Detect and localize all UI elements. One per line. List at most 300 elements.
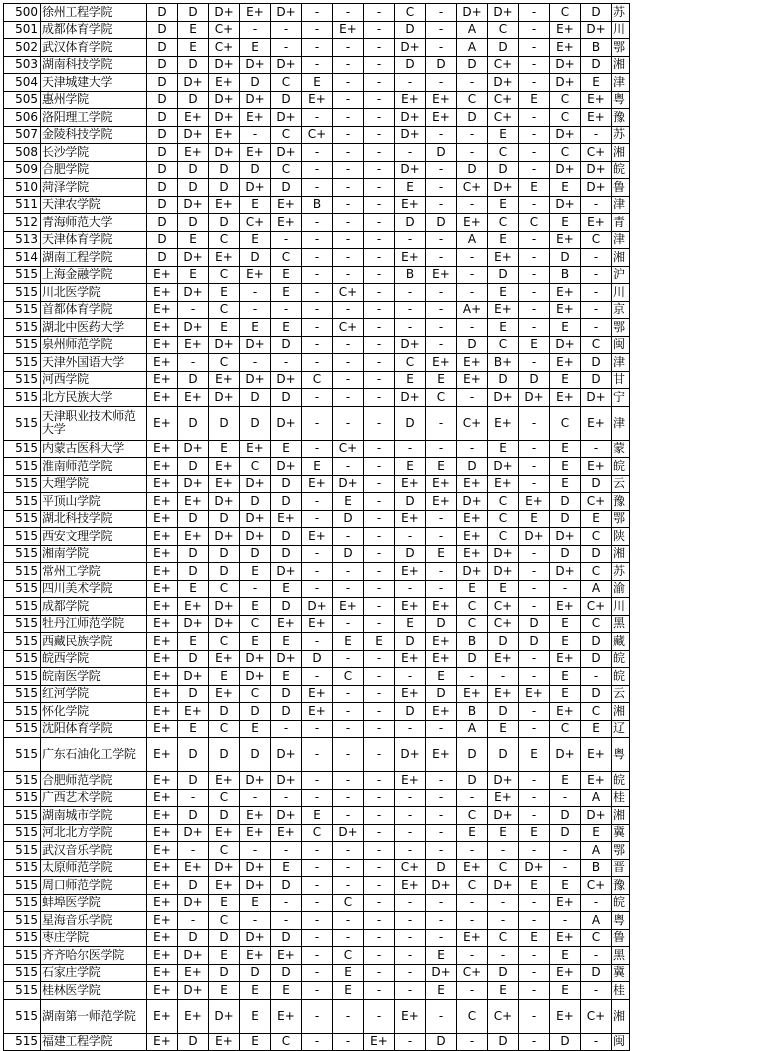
rank-cell: 515 [4, 301, 41, 319]
grade-cell: - [333, 249, 364, 267]
province-cell: 冀 [612, 824, 630, 842]
province-cell: 蒙 [612, 440, 630, 458]
grade-cell: E+ [147, 336, 178, 354]
grade-cell: - [426, 4, 457, 22]
grade-cell: D [395, 406, 426, 440]
grade-cell: D [178, 545, 209, 563]
grade-cell: - [364, 284, 395, 302]
grade-cell: - [581, 126, 612, 144]
grade-cell: E+ [457, 371, 488, 389]
grade-cell: E+ [209, 371, 240, 389]
grade-cell: - [302, 912, 333, 930]
grade-cell: E+ [395, 249, 426, 267]
grade-cell: - [364, 231, 395, 249]
grade-cell: D+ [240, 371, 271, 389]
grade-cell: - [364, 807, 395, 825]
grade-cell: - [333, 738, 364, 772]
table-row [4, 982, 630, 1000]
grade-cell: C [550, 720, 581, 738]
university-name-cell: 内蒙古医科大学 [41, 440, 147, 458]
table-row [4, 144, 630, 162]
province-cell: 黑 [612, 947, 630, 965]
grade-cell: - [395, 964, 426, 982]
grade-cell: D+ [209, 56, 240, 74]
grade-cell: - [271, 789, 302, 807]
grade-cell: - [333, 4, 364, 22]
rank-cell: 515 [4, 580, 41, 598]
university-name-cell: 怀化学院 [41, 703, 147, 721]
grade-cell: E+ [240, 109, 271, 127]
grade-cell: - [519, 284, 550, 302]
grade-cell: E+ [488, 789, 519, 807]
province-cell: 湘 [612, 249, 630, 267]
grade-cell: E [271, 982, 302, 1000]
grade-cell: D [271, 598, 302, 616]
grade-cell: - [333, 842, 364, 860]
rank-cell: 515 [4, 685, 41, 703]
grade-cell: C+ [209, 39, 240, 57]
university-name-cell: 广西艺术学院 [41, 789, 147, 807]
university-name-cell: 太原师范学院 [41, 859, 147, 877]
university-name-cell: 四川美术学院 [41, 580, 147, 598]
grade-cell: - [519, 74, 550, 92]
university-name-cell: 平顶山学院 [41, 493, 147, 511]
grade-cell: - [333, 231, 364, 249]
grade-cell: E+ [147, 406, 178, 440]
grade-cell: E [364, 633, 395, 651]
rank-cell: 515 [4, 493, 41, 511]
grade-cell: C [550, 4, 581, 22]
grade-cell: C [488, 929, 519, 947]
grade-cell: - [426, 912, 457, 930]
grade-cell: C [209, 301, 240, 319]
grade-cell: - [302, 894, 333, 912]
table-row [4, 615, 630, 633]
province-cell: 陕 [612, 528, 630, 546]
grade-cell: D+ [581, 389, 612, 407]
grade-cell: - [364, 266, 395, 284]
grade-cell: E+ [581, 738, 612, 772]
rank-cell: 508 [4, 144, 41, 162]
grade-cell: - [519, 126, 550, 144]
province-cell: 津 [612, 406, 630, 440]
grade-cell: D+ [395, 109, 426, 127]
grade-cell: - [519, 475, 550, 493]
rank-cell: 515 [4, 824, 41, 842]
grade-cell: E [488, 231, 519, 249]
university-name-cell: 周口师范学院 [41, 877, 147, 895]
grade-cell: - [302, 39, 333, 57]
grade-cell: E+ [147, 633, 178, 651]
grade-cell: E+ [147, 580, 178, 598]
rank-cell: 507 [4, 126, 41, 144]
grade-cell: D [457, 109, 488, 127]
grade-cell: D [209, 563, 240, 581]
grade-cell: E+ [364, 1033, 395, 1051]
grade-cell: C [488, 336, 519, 354]
rank-cell: 506 [4, 109, 41, 127]
grade-cell: - [426, 301, 457, 319]
grade-cell: E [271, 319, 302, 337]
grade-cell: - [364, 196, 395, 214]
grade-cell: E+ [147, 772, 178, 790]
grade-cell: D [519, 615, 550, 633]
grade-cell: E+ [302, 703, 333, 721]
rank-cell: 515 [4, 336, 41, 354]
rank-cell: 515 [4, 266, 41, 284]
grade-cell: E [519, 179, 550, 197]
grade-cell: E+ [147, 999, 178, 1033]
grade-cell: - [302, 301, 333, 319]
grade-cell: E+ [209, 877, 240, 895]
grade-cell: E+ [209, 458, 240, 476]
grade-cell: D [395, 493, 426, 511]
grade-cell: E [581, 720, 612, 738]
grade-cell: - [395, 929, 426, 947]
grade-cell: - [364, 999, 395, 1033]
grade-cell: E+ [426, 738, 457, 772]
grade-cell: E+ [147, 720, 178, 738]
province-cell: 湘 [612, 703, 630, 721]
grade-cell: C+ [302, 126, 333, 144]
table-row [4, 807, 630, 825]
grade-cell: C [488, 144, 519, 162]
grade-cell: D+ [271, 406, 302, 440]
grade-cell: D [209, 510, 240, 528]
grade-cell: C+ [333, 440, 364, 458]
grade-cell: C+ [457, 179, 488, 197]
university-name-cell: 枣庄学院 [41, 929, 147, 947]
grade-cell: - [302, 179, 333, 197]
grade-cell: - [364, 545, 395, 563]
grade-cell: D [178, 91, 209, 109]
table-row [4, 720, 630, 738]
grade-cell: C [209, 580, 240, 598]
grade-cell: D [581, 371, 612, 389]
grade-cell: E [457, 824, 488, 842]
university-name-cell: 星海音乐学院 [41, 912, 147, 930]
grade-cell: E+ [147, 668, 178, 686]
grade-cell: D [209, 807, 240, 825]
grade-cell: - [519, 598, 550, 616]
grade-cell: D+ [488, 458, 519, 476]
grade-cell: D [426, 859, 457, 877]
grade-cell: - [302, 720, 333, 738]
grade-cell: D+ [178, 126, 209, 144]
grade-cell: D [550, 249, 581, 267]
grade-cell: E+ [147, 947, 178, 965]
grade-cell: E+ [457, 545, 488, 563]
grade-cell: D+ [271, 772, 302, 790]
grade-cell: E [240, 563, 271, 581]
grade-cell: D+ [178, 440, 209, 458]
grade-cell: E+ [395, 650, 426, 668]
grade-cell: E+ [147, 1033, 178, 1051]
grade-cell: - [457, 126, 488, 144]
rank-cell: 515 [4, 999, 41, 1033]
grade-cell: - [426, 21, 457, 39]
grade-cell: C [488, 493, 519, 511]
grade-cell: E [178, 720, 209, 738]
university-name-cell: 常州工学院 [41, 563, 147, 581]
grade-cell: - [364, 789, 395, 807]
grade-cell: D [147, 74, 178, 92]
grade-cell: E+ [550, 999, 581, 1033]
grade-cell: - [457, 912, 488, 930]
grade-cell: - [550, 859, 581, 877]
grade-cell: - [519, 144, 550, 162]
grade-cell: D [271, 929, 302, 947]
rank-cell: 515 [4, 371, 41, 389]
grade-cell: D+ [209, 859, 240, 877]
grade-cell: E [333, 493, 364, 511]
grade-cell: - [364, 842, 395, 860]
grade-cell: E+ [240, 947, 271, 965]
grade-cell: E+ [147, 615, 178, 633]
grade-cell: D [178, 458, 209, 476]
grade-cell: - [426, 284, 457, 302]
grade-cell: D+ [581, 807, 612, 825]
grade-cell: B [550, 266, 581, 284]
university-name-cell: 淮南师范学院 [41, 458, 147, 476]
grade-cell: - [457, 266, 488, 284]
grade-cell: C+ [488, 56, 519, 74]
grade-cell: - [302, 214, 333, 232]
rank-cell: 515 [4, 720, 41, 738]
grade-cell: D [178, 563, 209, 581]
table-row [4, 912, 630, 930]
grade-cell: E [426, 458, 457, 476]
table-row [4, 458, 630, 476]
grade-cell: - [364, 406, 395, 440]
grade-cell: D [581, 545, 612, 563]
grade-cell: - [333, 214, 364, 232]
grade-cell: - [581, 301, 612, 319]
grade-cell: E+ [209, 475, 240, 493]
grade-cell: D+ [178, 947, 209, 965]
grade-cell: D+ [178, 74, 209, 92]
grade-cell: - [519, 1033, 550, 1051]
university-name-cell: 石家庄学院 [41, 964, 147, 982]
grade-cell: E+ [178, 528, 209, 546]
grade-cell: E+ [333, 21, 364, 39]
grade-cell: E+ [395, 91, 426, 109]
grade-cell: E+ [302, 91, 333, 109]
grade-cell: - [302, 109, 333, 127]
grade-cell: D [550, 807, 581, 825]
grade-cell: E [550, 982, 581, 1000]
grade-cell: - [302, 161, 333, 179]
grade-cell: - [395, 982, 426, 1000]
grade-cell: E+ [271, 615, 302, 633]
table-row [4, 74, 630, 92]
grade-cell: - [364, 982, 395, 1000]
grade-cell: C [240, 615, 271, 633]
grade-cell: E [488, 196, 519, 214]
grade-cell: D [178, 214, 209, 232]
university-name-cell: 桂林医学院 [41, 982, 147, 1000]
grade-cell: - [519, 703, 550, 721]
grade-cell: E [550, 947, 581, 965]
grade-cell: D [581, 964, 612, 982]
grade-cell: - [333, 772, 364, 790]
grade-cell: E+ [147, 894, 178, 912]
grade-cell: E+ [178, 999, 209, 1033]
grade-cell: C [395, 4, 426, 22]
grade-cell: - [426, 894, 457, 912]
grade-cell: - [426, 789, 457, 807]
grade-cell: E+ [147, 929, 178, 947]
grade-cell: E [395, 615, 426, 633]
grade-cell: E+ [581, 406, 612, 440]
province-cell: 粤 [612, 91, 630, 109]
grade-cell: - [302, 580, 333, 598]
grade-cell: D+ [271, 56, 302, 74]
table-row [4, 354, 630, 372]
grade-cell: D [488, 738, 519, 772]
province-cell: 津 [612, 196, 630, 214]
university-name-cell: 广东石油化工学院 [41, 738, 147, 772]
province-cell: 豫 [612, 877, 630, 895]
grade-cell: E [333, 964, 364, 982]
grade-cell: - [333, 91, 364, 109]
grade-cell: B [395, 266, 426, 284]
grade-cell: D [488, 703, 519, 721]
grade-cell: - [395, 284, 426, 302]
rank-cell: 510 [4, 179, 41, 197]
table-row [4, 266, 630, 284]
grade-cell: - [519, 440, 550, 458]
province-cell: 闽 [612, 336, 630, 354]
grade-cell: D [395, 633, 426, 651]
grade-cell: D [147, 39, 178, 57]
table-row [4, 859, 630, 877]
grade-cell: E [240, 319, 271, 337]
grade-cell: E+ [519, 685, 550, 703]
grade-cell: E [333, 982, 364, 1000]
grade-cell: - [426, 824, 457, 842]
university-name-cell: 武汉体育学院 [41, 39, 147, 57]
grade-cell: E+ [395, 510, 426, 528]
grade-cell: - [395, 1033, 426, 1051]
grade-cell: E [240, 633, 271, 651]
province-cell: 皖 [612, 161, 630, 179]
grade-cell: D+ [240, 179, 271, 197]
grade-cell: D+ [395, 126, 426, 144]
university-name-cell: 湖南城市学院 [41, 807, 147, 825]
grade-cell: - [302, 789, 333, 807]
grade-cell: E [550, 633, 581, 651]
grade-cell: D [147, 144, 178, 162]
grade-cell: - [457, 249, 488, 267]
grade-cell: D [581, 685, 612, 703]
grade-cell: - [364, 615, 395, 633]
grade-cell: E+ [488, 650, 519, 668]
grade-cell: - [457, 74, 488, 92]
table-row [4, 563, 630, 581]
grade-cell: - [519, 545, 550, 563]
grade-cell: - [271, 912, 302, 930]
grade-cell: D [178, 929, 209, 947]
grade-cell: - [457, 894, 488, 912]
grade-cell: E [488, 824, 519, 842]
grade-cell: - [302, 545, 333, 563]
grade-cell: E [519, 824, 550, 842]
grade-cell: - [395, 528, 426, 546]
grade-cell: C+ [488, 615, 519, 633]
grade-cell: - [457, 196, 488, 214]
grade-cell: - [333, 580, 364, 598]
grade-cell: C [395, 354, 426, 372]
grade-cell: - [364, 144, 395, 162]
province-cell: 湘 [612, 144, 630, 162]
grade-cell: E+ [395, 475, 426, 493]
grade-cell: - [333, 144, 364, 162]
grade-cell: D+ [581, 161, 612, 179]
grade-cell: E+ [209, 772, 240, 790]
grade-cell: - [457, 284, 488, 302]
grade-cell: E+ [271, 214, 302, 232]
table-row [4, 21, 630, 39]
grade-cell: - [302, 633, 333, 651]
grade-cell: D+ [209, 336, 240, 354]
grade-cell: - [581, 894, 612, 912]
grade-cell: E+ [426, 703, 457, 721]
grade-cell: - [364, 772, 395, 790]
grade-cell: D+ [550, 563, 581, 581]
university-name-cell: 湖南科技学院 [41, 56, 147, 74]
rank-cell: 515 [4, 1033, 41, 1051]
rank-cell: 515 [4, 440, 41, 458]
grade-cell: E [426, 947, 457, 965]
grade-cell: D [550, 1033, 581, 1051]
grade-cell: - [333, 39, 364, 57]
university-name-cell: 洛阳理工学院 [41, 109, 147, 127]
grade-cell: - [457, 842, 488, 860]
grade-cell: D [581, 633, 612, 651]
grade-cell: D [271, 91, 302, 109]
grade-cell: E+ [488, 406, 519, 440]
grade-cell: C [271, 161, 302, 179]
grade-cell: - [519, 249, 550, 267]
grade-cell: C [209, 266, 240, 284]
grade-cell: D [178, 161, 209, 179]
grade-cell: E+ [271, 824, 302, 842]
grade-cell: C+ [581, 999, 612, 1033]
grade-cell: D+ [271, 4, 302, 22]
grade-cell: D [147, 91, 178, 109]
grade-cell: E [240, 720, 271, 738]
grade-cell: E+ [271, 999, 302, 1033]
grade-cell: E [209, 284, 240, 302]
rank-cell: 505 [4, 91, 41, 109]
grade-cell: E+ [457, 214, 488, 232]
province-cell: 湘 [612, 807, 630, 825]
grade-cell: E+ [178, 336, 209, 354]
rank-cell: 515 [4, 894, 41, 912]
grade-cell: C [333, 947, 364, 965]
university-name-cell: 天津城建大学 [41, 74, 147, 92]
grade-cell: - [395, 301, 426, 319]
rank-cell: 515 [4, 406, 41, 440]
grade-cell: E+ [178, 109, 209, 127]
grade-cell: D [488, 161, 519, 179]
table-row [4, 877, 630, 895]
grade-cell: - [457, 440, 488, 458]
province-cell: 川 [612, 284, 630, 302]
rank-cell: 515 [4, 510, 41, 528]
grade-cell: D [519, 633, 550, 651]
